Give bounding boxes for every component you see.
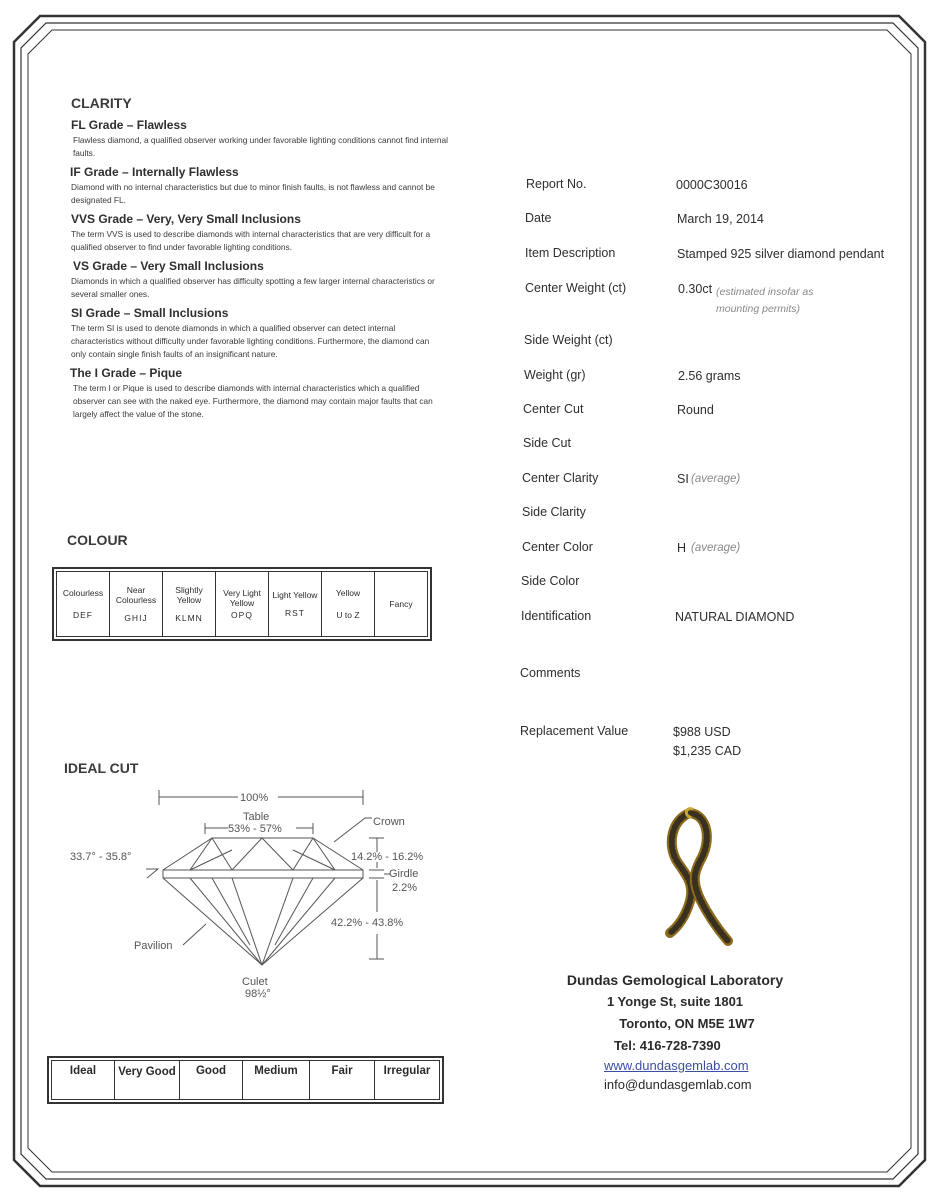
- clarity-heading: CLARITY: [71, 95, 132, 111]
- colour-heading: COLOUR: [67, 532, 128, 548]
- grade-if-title: IF Grade – Internally Flawless: [70, 165, 239, 179]
- cut-culet-label: Culet: [242, 976, 268, 988]
- cut-grade-cell: Fair: [310, 1061, 375, 1100]
- colour-cell: Very Light Yellow OPQ: [216, 572, 269, 637]
- cut-grade-table: [51, 1060, 440, 1100]
- report-label: Center Weight (ct): [525, 281, 627, 295]
- cut-table-range: 53% - 57%: [228, 823, 282, 835]
- report-label: Date: [525, 211, 552, 225]
- cut-grade-cell: Good: [180, 1061, 243, 1100]
- report-label: Side Color: [521, 574, 580, 588]
- report-label: Replacement Value: [520, 724, 629, 738]
- cut-table-label: Table: [243, 811, 270, 823]
- grade-si-text: The term SI is used to denote diamonds in which a qualified observer can detect internal characteristics without difficulty under favorable lighting conditions. Furthermore, the diamond can only contain single finish faults of an insignificant nature.: [71, 323, 430, 359]
- report-label: Center Color: [522, 540, 593, 554]
- grade-fl-text: Flawless diamond, a qualified observer working under favorable lighting conditions cannot find internal faults.: [73, 135, 448, 158]
- cut-pavilion-label: Pavilion: [134, 940, 173, 952]
- cut-grade-cell: Medium: [243, 1061, 310, 1100]
- grade-fl-title: FL Grade – Flawless: [71, 118, 187, 132]
- report-note: (average): [691, 542, 741, 554]
- grade-i-title: The I Grade – Pique: [70, 366, 183, 380]
- report-value: H: [677, 541, 687, 555]
- cut-culet-value: 98½°: [245, 988, 271, 1000]
- report-label: Side Clarity: [522, 505, 586, 519]
- lab-website-link[interactable]: www.dundasgemlab.com: [604, 1058, 749, 1073]
- cut-width-label: 100%: [240, 792, 269, 804]
- cut-pavilion-depth: 42.2% - 43.8%: [331, 917, 404, 929]
- lab-phone: Tel: 416-728-7390: [614, 1038, 721, 1053]
- ideal-cut-heading: IDEAL CUT: [64, 760, 139, 776]
- colour-cell: Light Yellow RST: [269, 572, 322, 637]
- lab-address-2: Toronto, ON M5E 1W7: [619, 1016, 755, 1031]
- report-value: Round: [677, 403, 714, 417]
- cut-crown-label: Crown: [373, 816, 405, 828]
- grade-vvs-text: The term VVS is used to describe diamonds with internal characteristics that are very difficult for a qualified observer to find under favorable lighting conditions.: [71, 229, 431, 252]
- grade-vs-text: Diamonds in which a qualified observer has difficulty spotting a few larger internal characteristics or several smaller ones.: [71, 276, 435, 299]
- report-value: 0.30ct: [678, 282, 713, 296]
- report-value: March 19, 2014: [677, 212, 764, 226]
- cut-crown-angle: 33.7° - 35.8°: [70, 851, 132, 863]
- report-label: Comments: [520, 666, 581, 680]
- grade-i-text: The term I or Pique is used to describe diamonds with internal characteristics which a qualified observer can see with the naked eye. Furthermore, the diamond may contain major faults that can largely affect the value of the stone.: [73, 383, 433, 419]
- colour-cell: Near Colourless GHIJ: [110, 572, 163, 637]
- report-label: Item Description: [525, 246, 616, 260]
- report-label: Side Cut: [523, 436, 571, 450]
- report-label: Identification: [521, 609, 592, 623]
- grade-if-text: Diamond with no internal characteristics but due to minor finish faults, is not flawless and cannot be designated FL.: [71, 182, 435, 205]
- report-value: 2.56 grams: [678, 369, 741, 383]
- report-label: Center Clarity: [522, 471, 599, 485]
- colour-cell: Colourless DEF: [57, 572, 110, 637]
- grade-vvs-title: VVS Grade – Very, Very Small Inclusions: [71, 212, 301, 226]
- lab-email: info@dundasgemlab.com: [604, 1077, 752, 1092]
- report-label: Weight (gr): [524, 368, 586, 382]
- colour-cell: Yellow U to Z: [322, 572, 375, 637]
- pendant-photo: [650, 805, 750, 955]
- cut-grade-cell: Ideal: [52, 1061, 115, 1100]
- cut-crown-height: 14.2% - 16.2%: [351, 851, 424, 863]
- report-value: $988 USD: [673, 725, 731, 739]
- report-value: NATURAL DIAMOND: [675, 610, 795, 624]
- grade-si-title: SI Grade – Small Inclusions: [71, 306, 229, 320]
- report-label: Side Weight (ct): [524, 333, 613, 347]
- cut-grade-cell: Irregular: [375, 1061, 440, 1100]
- report-value: 0000C30016: [676, 178, 748, 192]
- cut-girdle-label: Girdle: [389, 868, 419, 880]
- colour-cell: Fancy: [375, 572, 428, 637]
- report-note: (estimated insofar as mounting permits): [716, 286, 814, 315]
- lab-address-1: 1 Yonge St, suite 1801: [606, 994, 744, 1009]
- cut-grade-cell: Very Good: [115, 1061, 180, 1100]
- report-value: SI: [677, 472, 689, 486]
- grade-vs-title: VS Grade – Very Small Inclusions: [73, 259, 264, 273]
- report-label: Center Cut: [523, 402, 584, 416]
- report-note: (average): [691, 473, 741, 485]
- lab-name: Dundas Gemological Laboratory: [566, 972, 784, 988]
- colour-cell: Slightly Yellow KLMN: [163, 572, 216, 637]
- cut-girdle-value: 2.2%: [392, 882, 418, 894]
- report-value: Stamped 925 silver diamond pendant: [677, 247, 885, 261]
- report-value-secondary: $1,235 CAD: [673, 744, 742, 758]
- report-label: Report No.: [526, 177, 587, 191]
